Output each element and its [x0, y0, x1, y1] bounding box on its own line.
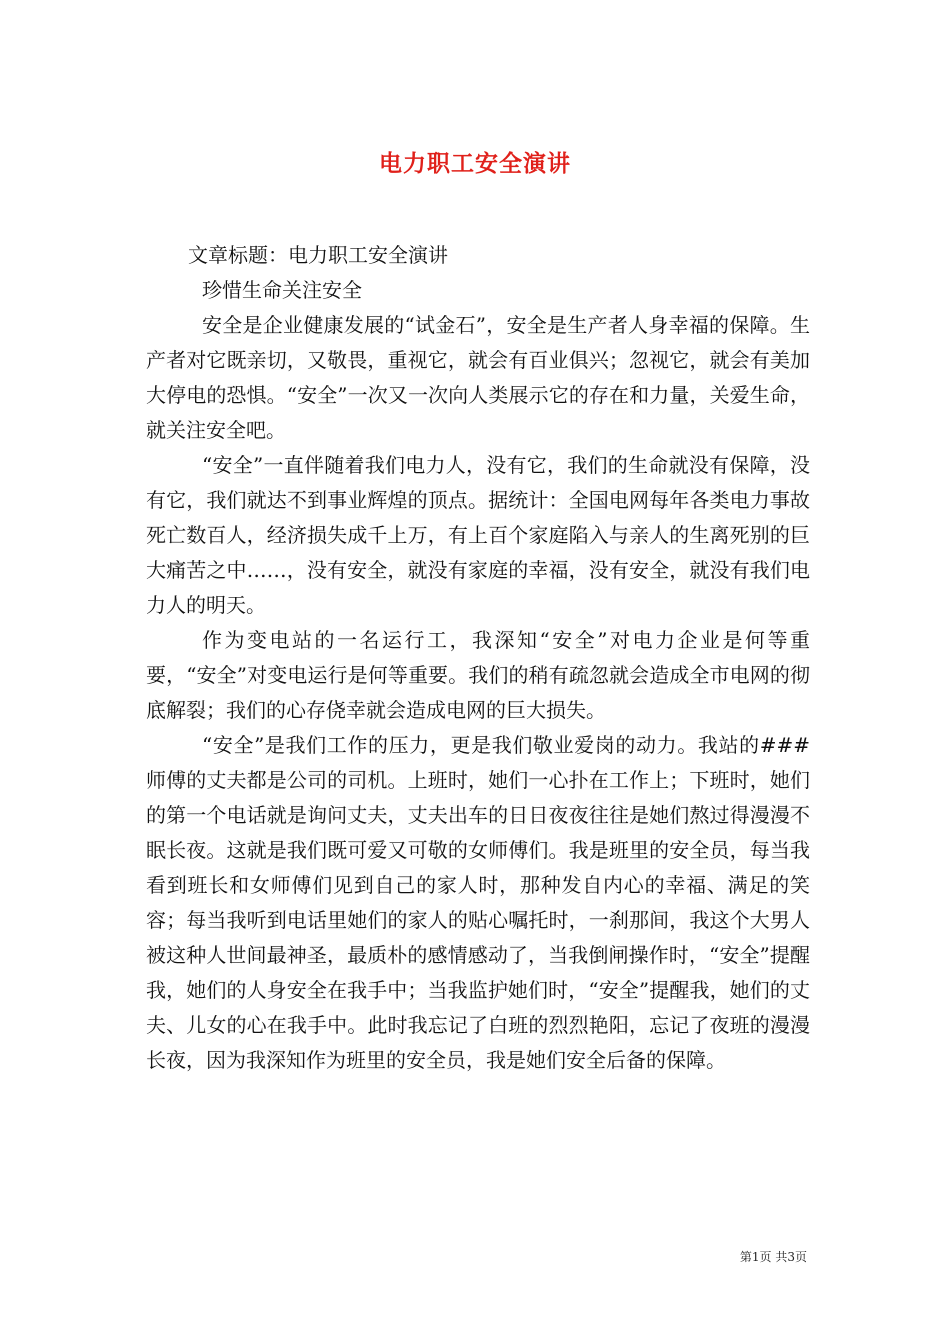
paragraph-4: “安全”是我们工作的压力，更是我们敬业爱岗的动力。我站的###师傅的丈夫都是公司的司机。上班时，她们一心扑在工作上；下班时，她们的第一个电话就是询问丈夫，丈夫出车的日日夜夜往往是她们熬过得漫漫不眠长夜。这就是我们既可爱又可敬的女师傅们。我是班里的安全员，每当我看到班长和女师傅们见到自己的家人时，那种发自内心的幸福、满足的笑容；每当我听到电话里她们的家人的贴心嘱托时，一刹那间，我这个大男人被这种人世间最神圣，最质朴的感情感动了，当我倒闸操作时，“安全”提醒我，她们的人身安全在我手中；当我监护她们时，“安全”提醒我，她们的丈夫、儿女的心在我手中。此时我忘记了白班的烈烈艳阳，忘记了夜班的漫漫长夜，因为我深知作为班里的安全员，我是她们安全后备的保障。	[146, 733, 810, 1072]
document-body	[146, 238, 810, 1078]
page-number-footer: 第1页 共3页	[739, 1250, 807, 1264]
paragraph-3: 作为变电站的一名运行工，我深知“安全”对电力企业是何等重要，“安全”对变电运行是何等重要。我们的稍有疏忽就会造成全市电网的彻底解裂；我们的心存侥幸就会造成电网的巨大损失。	[146, 628, 810, 722]
article-subtitle: 珍惜生命关注安全	[202, 278, 362, 302]
paragraph-2: “安全”一直伴随着我们电力人，没有它，我们的生命就没有保障，没有它，我们就达不到事业辉煌的顶点。据统计：全国电网每年各类电力事故死亡数百人，经济损失成千上万，有上百个家庭陷入与亲人的生离死别的巨大痛苦之中……，没有安全，就没有家庭的幸福，没有安全，就没有我们电力人的明天。	[146, 453, 810, 617]
page-title: 电力职工安全演讲	[379, 150, 571, 178]
paragraph-1: 安全是企业健康发展的“试金石”，安全是生产者人身幸福的保障。生产者对它既亲切，又敬畏，重视它，就会有百业俱兴；忽视它，就会有美加大停电的恐惧。“安全”一次又一次向人类展示它的存在和力量，关爱生命，就关注安全吧。	[146, 313, 810, 442]
article-meta-line: 文章标题：电力职工安全演讲	[188, 243, 448, 267]
